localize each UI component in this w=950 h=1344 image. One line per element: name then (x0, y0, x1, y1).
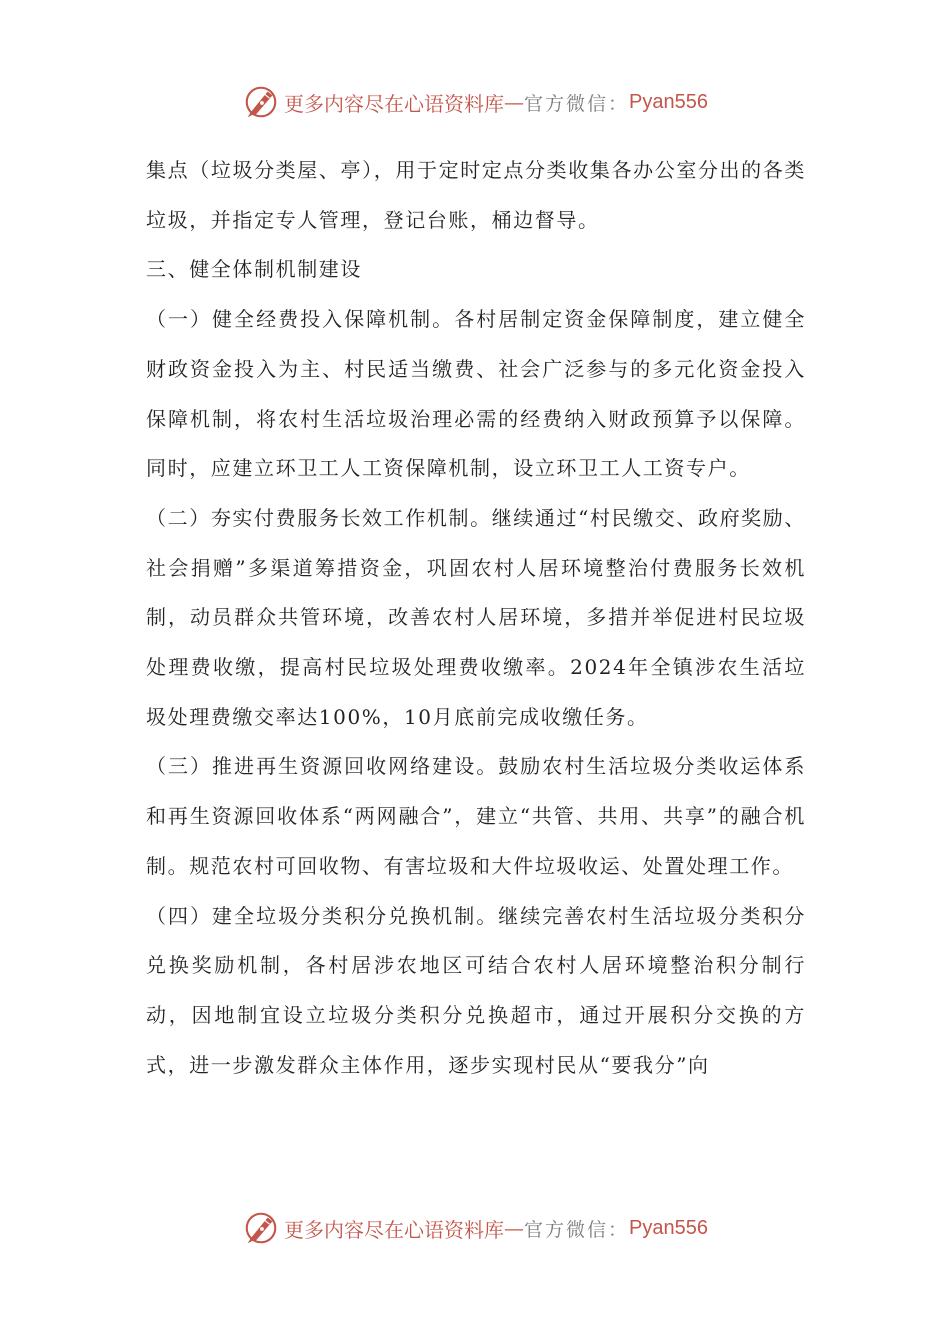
paragraph-item-4: （四）建全垃圾分类积分兑换机制。继续完善农村生活垃圾分类积分兑换奖励机制，各村居涉农地区可结合农村人居环境整治积分制行动，因地制宜设立垃圾分类积分兑换超市，通过开展积分交换的方式，进一步激发群众主体作用，逐步实现村民从“要我分”向 (146, 903, 806, 1077)
banner-wechat-id: Pyan556 (629, 1216, 708, 1239)
banner-dash: — (504, 90, 524, 114)
pen-nib-logo-icon (242, 1209, 280, 1247)
pen-nib-logo-icon (242, 83, 280, 121)
banner-dash: — (504, 1216, 524, 1240)
paragraph-continuation: 集点（垃圾分类屋、亭），用于定时定点分类收集各办公室分出的各类垃圾，并指定专人管理，登记台账，桶边督导。 (146, 158, 806, 232)
footer-watermark-banner (0, 1206, 950, 1250)
paragraph-item-1: （一）健全经费投入保障机制。各村居制定资金保障制度，建立健全财政资金投入为主、村民适当缴费、社会广泛参与的多元化资金投入保障机制，将农村生活垃圾治理必需的经费纳入财政预算予以保障。同时，应建立环卫工人工资保障机制，设立环卫工人工资专户。 (146, 307, 806, 481)
paragraph-item-2: （二）夯实付费服务长效工作机制。继续通过“村民缴交、政府奖励、社会捐赠”多渠道筹措资金，巩固农村人居环境整治付费服务长效机制，动员群众共管环境，改善农村人居环境，多措并举促进村民垃圾处理费收缴，提高村民垃圾处理费收缴率。2024年全镇涉农生活垃圾处理费缴交率达100%，10月底前完成收缴任务。 (146, 505, 806, 729)
document-body (146, 146, 806, 1090)
paragraph-item-3: （三）推进再生资源回收网络建设。鼓励农村生活垃圾分类收运体系和再生资源回收体系“两网融合”，建立“共管、共用、共享”的融合机制。规范农村可回收物、有害垃圾和大件垃圾收运、处置处理工作。 (146, 754, 806, 878)
banner-main-text: 更多内容尽在心语资料库 (284, 91, 504, 116)
header-watermark-banner (0, 80, 950, 124)
banner-wechat-id: Pyan556 (629, 90, 708, 113)
banner-wechat-label: 官方微信： (524, 1218, 630, 1241)
section-heading: 三、健全体制机制建设 (146, 257, 362, 282)
banner-main-text: 更多内容尽在心语资料库 (284, 1217, 504, 1242)
banner-wechat-label: 官方微信： (524, 92, 630, 115)
